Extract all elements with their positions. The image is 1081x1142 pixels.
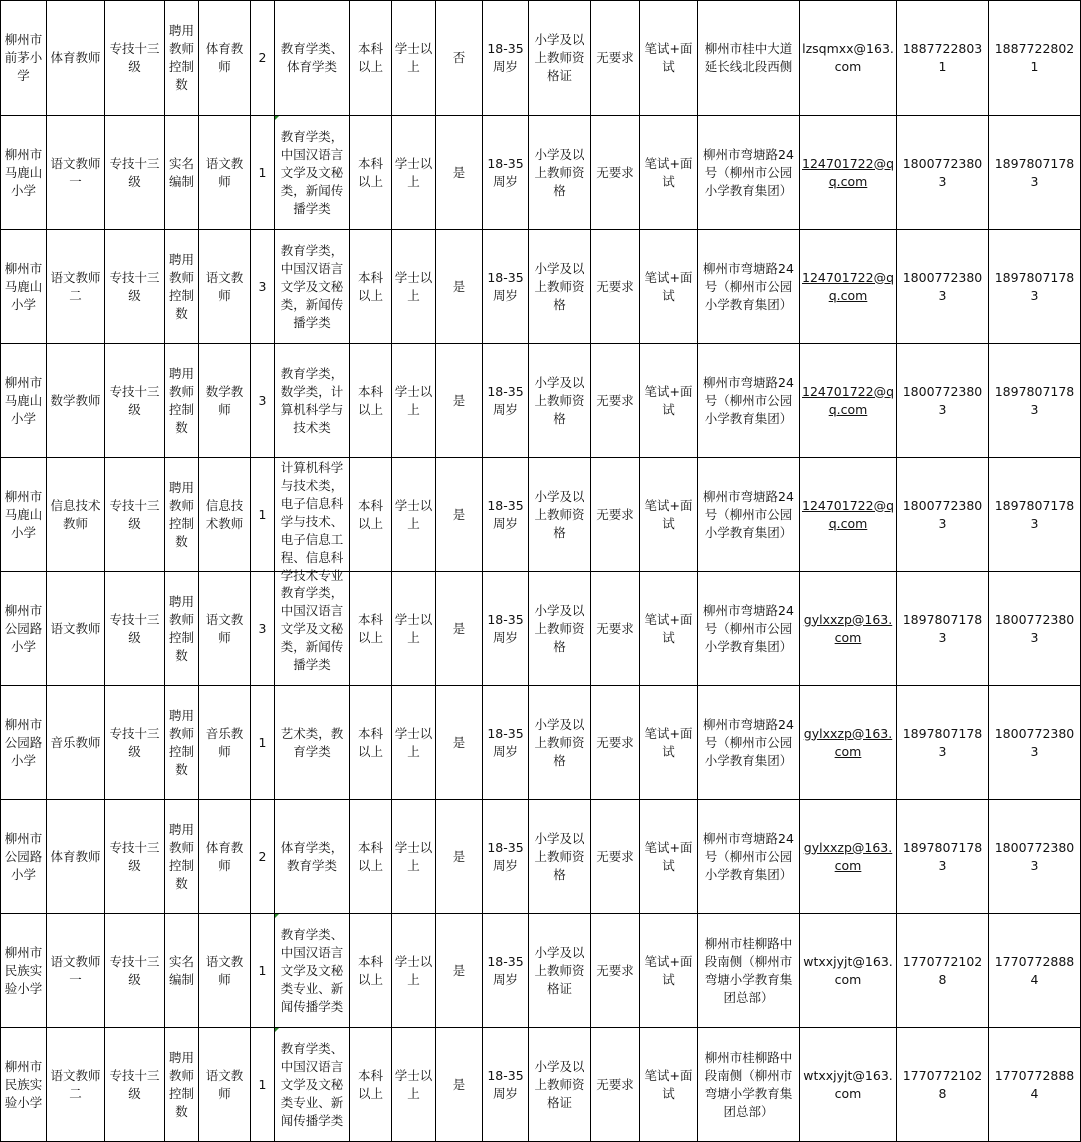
- school-cell: 柳州市马鹿山小学: [1, 458, 47, 572]
- phone-cell: 17707721028: [897, 1028, 989, 1142]
- count-cell: 1: [251, 1028, 275, 1142]
- exam-cell: 笔试+面试: [640, 1, 698, 116]
- count-cell: 1: [251, 458, 275, 572]
- level-cell: 专技十三级: [105, 458, 165, 572]
- phone-cell: 18007723803: [989, 686, 1081, 800]
- certificate-cell: 小学及以上教师资格: [529, 572, 591, 686]
- certificate-cell: 小学及以上教师资格: [529, 686, 591, 800]
- experience-cell: 无要求: [591, 800, 640, 914]
- age-cell: 18-35周岁: [483, 572, 529, 686]
- major-cell: 教育学类，中国汉语言文学及文秘类，新闻传播学类: [275, 572, 350, 686]
- phone-cell: 17707728884: [989, 1028, 1081, 1142]
- flag-cell: 是: [436, 1028, 483, 1142]
- exam-cell: 笔试+面试: [640, 572, 698, 686]
- phone-cell: 18007723803: [897, 458, 989, 572]
- degree-cell: 学士以上: [392, 1028, 436, 1142]
- phone-cell: 18007723803: [897, 344, 989, 458]
- address-cell: 柳州市弯塘路24号（柳州市公园小学教育集团）: [698, 686, 800, 800]
- phone-cell: 18007723803: [897, 116, 989, 230]
- education-cell: 本科以上: [350, 1, 392, 116]
- certificate-cell: 小学及以上教师资格证: [529, 1, 591, 116]
- email-cell[interactable]: [800, 800, 897, 914]
- major-cell: 教育学类，中国汉语言文学及文秘类，新闻传播学类: [275, 116, 350, 230]
- position-cell: 语文教师一: [47, 116, 105, 230]
- email-cell[interactable]: [800, 116, 897, 230]
- education-cell: 本科以上: [350, 458, 392, 572]
- email-link[interactable]: 124701722@qq.com: [802, 155, 895, 189]
- degree-cell: 学士以上: [392, 344, 436, 458]
- address-cell: 柳州市弯塘路24号（柳州市公园小学教育集团）: [698, 800, 800, 914]
- position-cell: 语文教师二: [47, 1028, 105, 1142]
- flag-cell: 是: [436, 572, 483, 686]
- email-link[interactable]: gylxxzp@163.com: [803, 839, 893, 873]
- school-cell: 柳州市前茅小学: [1, 1, 47, 116]
- email-link[interactable]: gylxxzp@163.com: [803, 611, 893, 645]
- school-cell: 柳州市马鹿山小学: [1, 116, 47, 230]
- school-cell: 柳州市公园路小学: [1, 572, 47, 686]
- education-cell: 本科以上: [350, 344, 392, 458]
- exam-cell: 笔试+面试: [640, 116, 698, 230]
- count-cell: 2: [251, 1, 275, 116]
- major-cell: 教育学类，中国汉语言文学及文秘类，新闻传播学类: [275, 230, 350, 344]
- staffing-cell: 聘用教师控制数: [165, 230, 199, 344]
- age-cell: 18-35周岁: [483, 914, 529, 1028]
- position-cell: 信息技术教师: [47, 458, 105, 572]
- flag-cell: 是: [436, 230, 483, 344]
- school-cell: 柳州市民族实验小学: [1, 914, 47, 1028]
- experience-cell: 无要求: [591, 572, 640, 686]
- exam-cell: 笔试+面试: [640, 1028, 698, 1142]
- experience-cell: 无要求: [591, 914, 640, 1028]
- count-cell: 1: [251, 914, 275, 1028]
- exam-cell: 笔试+面试: [640, 230, 698, 344]
- phone-cell: 18877228031: [897, 1, 989, 116]
- level-cell: 专技十三级: [105, 1, 165, 116]
- staffing-cell: 实名编制: [165, 116, 199, 230]
- email-cell[interactable]: [800, 686, 897, 800]
- age-cell: 18-35周岁: [483, 1028, 529, 1142]
- post-cell: 语文教师: [199, 914, 251, 1028]
- level-cell: 专技十三级: [105, 800, 165, 914]
- table-row: [1, 914, 1081, 1028]
- phone-cell: 18978071783: [897, 686, 989, 800]
- email-link[interactable]: gylxxzp@163.com: [803, 725, 893, 759]
- phone-cell: 18978071783: [897, 800, 989, 914]
- address-cell: 柳州市弯塘路24号（柳州市公园小学教育集团）: [698, 458, 800, 572]
- table-row: [1, 1, 1081, 116]
- email-cell[interactable]: [800, 230, 897, 344]
- level-cell: 专技十三级: [105, 344, 165, 458]
- email-cell[interactable]: [800, 344, 897, 458]
- flag-cell: 是: [436, 800, 483, 914]
- certificate-cell: 小学及以上教师资格证: [529, 914, 591, 1028]
- email-link[interactable]: 124701722@qq.com: [802, 383, 895, 417]
- count-cell: 3: [251, 572, 275, 686]
- email-link[interactable]: 124701722@qq.com: [802, 497, 895, 531]
- staffing-cell: 聘用教师控制数: [165, 572, 199, 686]
- staffing-cell: 聘用教师控制数: [165, 1028, 199, 1142]
- post-cell: 数学教师: [199, 344, 251, 458]
- major-cell: 教育学类、体育学类: [275, 1, 350, 116]
- school-cell: 柳州市马鹿山小学: [1, 230, 47, 344]
- post-cell: 语文教师: [199, 1028, 251, 1142]
- email-link[interactable]: wtxxjyjt@163.com: [803, 1067, 893, 1101]
- count-cell: 3: [251, 344, 275, 458]
- level-cell: 专技十三级: [105, 914, 165, 1028]
- education-cell: 本科以上: [350, 914, 392, 1028]
- degree-cell: 学士以上: [392, 572, 436, 686]
- count-cell: 3: [251, 230, 275, 344]
- table-row: [1, 686, 1081, 800]
- staffing-cell: 聘用教师控制数: [165, 344, 199, 458]
- age-cell: 18-35周岁: [483, 1, 529, 116]
- table-row: [1, 572, 1081, 686]
- post-cell: 信息技术教师: [199, 458, 251, 572]
- address-cell: 柳州市弯塘路24号（柳州市公园小学教育集团）: [698, 344, 800, 458]
- experience-cell: 无要求: [591, 458, 640, 572]
- phone-cell: 17707721028: [897, 914, 989, 1028]
- age-cell: 18-35周岁: [483, 230, 529, 344]
- certificate-cell: 小学及以上教师资格证: [529, 1028, 591, 1142]
- phone-cell: 17707728884: [989, 914, 1081, 1028]
- email-cell[interactable]: [800, 1, 897, 116]
- table-row: [1, 458, 1081, 572]
- staffing-cell: 聘用教师控制数: [165, 458, 199, 572]
- staffing-cell: 聘用教师控制数: [165, 800, 199, 914]
- flag-cell: 是: [436, 914, 483, 1028]
- school-cell: 柳州市公园路小学: [1, 686, 47, 800]
- position-cell: 音乐教师: [47, 686, 105, 800]
- major-cell: 体育学类，教育学类: [275, 800, 350, 914]
- exam-cell: 笔试+面试: [640, 458, 698, 572]
- email-link[interactable]: 124701722@qq.com: [802, 269, 895, 303]
- phone-cell: 18978071783: [897, 572, 989, 686]
- level-cell: 专技十三级: [105, 1028, 165, 1142]
- major-cell: 教育学类、中国汉语言文学及文秘类专业、新闻传播学类: [275, 914, 350, 1028]
- degree-cell: 学士以上: [392, 800, 436, 914]
- position-cell: 体育教师: [47, 800, 105, 914]
- email-link[interactable]: lzsqmxx@163.com: [802, 41, 894, 74]
- degree-cell: 学士以上: [392, 230, 436, 344]
- certificate-cell: 小学及以上教师资格: [529, 116, 591, 230]
- position-cell: 数学教师: [47, 344, 105, 458]
- degree-cell: 学士以上: [392, 914, 436, 1028]
- email-link[interactable]: wtxxjyjt@163.com: [803, 953, 893, 987]
- table-row: [1, 344, 1081, 458]
- count-cell: 2: [251, 800, 275, 914]
- experience-cell: 无要求: [591, 230, 640, 344]
- email-cell[interactable]: [800, 458, 897, 572]
- education-cell: 本科以上: [350, 1028, 392, 1142]
- degree-cell: 学士以上: [392, 686, 436, 800]
- education-cell: 本科以上: [350, 572, 392, 686]
- staffing-cell: 实名编制: [165, 914, 199, 1028]
- certificate-cell: 小学及以上教师资格: [529, 458, 591, 572]
- exam-cell: 笔试+面试: [640, 686, 698, 800]
- flag-cell: 否: [436, 1, 483, 116]
- experience-cell: 无要求: [591, 1028, 640, 1142]
- major-cell: 计算机科学与技术类，电子信息科学与技术、电子信息工程、信息科学技术专业: [275, 458, 350, 572]
- address-cell: 柳州市桂柳路中段南侧（柳州市弯塘小学教育集团总部）: [698, 914, 800, 1028]
- level-cell: 专技十三级: [105, 230, 165, 344]
- count-cell: 1: [251, 686, 275, 800]
- address-cell: 柳州市弯塘路24号（柳州市公园小学教育集团）: [698, 572, 800, 686]
- school-cell: 柳州市公园路小学: [1, 800, 47, 914]
- education-cell: 本科以上: [350, 116, 392, 230]
- flag-cell: 是: [436, 344, 483, 458]
- phone-cell: 18007723803: [989, 800, 1081, 914]
- level-cell: 专技十三级: [105, 116, 165, 230]
- phone-cell: 18978071783: [989, 116, 1081, 230]
- experience-cell: 无要求: [591, 116, 640, 230]
- age-cell: 18-35周岁: [483, 458, 529, 572]
- phone-cell: 18978071783: [989, 230, 1081, 344]
- post-cell: 语文教师: [199, 230, 251, 344]
- major-cell: 教育学类、中国汉语言文学及文秘类专业、新闻传播学类: [275, 1028, 350, 1142]
- table-row: [1, 230, 1081, 344]
- exam-cell: 笔试+面试: [640, 344, 698, 458]
- post-cell: 音乐教师: [199, 686, 251, 800]
- education-cell: 本科以上: [350, 686, 392, 800]
- school-cell: 柳州市马鹿山小学: [1, 344, 47, 458]
- flag-cell: 是: [436, 116, 483, 230]
- major-cell: 教育学类，数学类，计算机科学与技术类: [275, 344, 350, 458]
- exam-cell: 笔试+面试: [640, 800, 698, 914]
- post-cell: 体育教师: [199, 800, 251, 914]
- table-row: [1, 1028, 1081, 1142]
- email-cell[interactable]: [800, 914, 897, 1028]
- level-cell: 专技十三级: [105, 572, 165, 686]
- experience-cell: 无要求: [591, 686, 640, 800]
- flag-cell: 是: [436, 686, 483, 800]
- address-cell: 柳州市弯塘路24号（柳州市公园小学教育集团）: [698, 116, 800, 230]
- phone-cell: 18007723803: [897, 230, 989, 344]
- phone-cell: 18877228021: [989, 1, 1081, 116]
- age-cell: 18-35周岁: [483, 344, 529, 458]
- post-cell: 体育教师: [199, 1, 251, 116]
- level-cell: 专技十三级: [105, 686, 165, 800]
- education-cell: 本科以上: [350, 230, 392, 344]
- phone-cell: 18007723803: [989, 572, 1081, 686]
- degree-cell: 学士以上: [392, 458, 436, 572]
- phone-cell: 18978071783: [989, 458, 1081, 572]
- table-row: [1, 800, 1081, 914]
- address-cell: 柳州市弯塘路24号（柳州市公园小学教育集团）: [698, 230, 800, 344]
- certificate-cell: 小学及以上教师资格: [529, 800, 591, 914]
- school-cell: 柳州市民族实验小学: [1, 1028, 47, 1142]
- age-cell: 18-35周岁: [483, 800, 529, 914]
- position-cell: 语文教师: [47, 572, 105, 686]
- count-cell: 1: [251, 116, 275, 230]
- degree-cell: 学士以上: [392, 116, 436, 230]
- position-cell: 语文教师二: [47, 230, 105, 344]
- post-cell: 语文教师: [199, 572, 251, 686]
- experience-cell: 无要求: [591, 1, 640, 116]
- major-cell: 艺术类，教育学类: [275, 686, 350, 800]
- address-cell: 柳州市桂中大道延长线北段西侧: [698, 1, 800, 116]
- exam-cell: 笔试+面试: [640, 914, 698, 1028]
- table-row: [1, 116, 1081, 230]
- certificate-cell: 小学及以上教师资格: [529, 230, 591, 344]
- email-cell[interactable]: [800, 572, 897, 686]
- flag-cell: 是: [436, 458, 483, 572]
- experience-cell: 无要求: [591, 344, 640, 458]
- position-cell: 体育教师: [47, 1, 105, 116]
- age-cell: 18-35周岁: [483, 116, 529, 230]
- phone-cell: 18978071783: [989, 344, 1081, 458]
- table-body: [1, 1, 1081, 1142]
- education-cell: 本科以上: [350, 800, 392, 914]
- address-cell: 柳州市桂柳路中段南侧（柳州市弯塘小学教育集团总部）: [698, 1028, 800, 1142]
- post-cell: 语文教师: [199, 116, 251, 230]
- email-cell[interactable]: [800, 1028, 897, 1142]
- age-cell: 18-35周岁: [483, 686, 529, 800]
- position-cell: 语文教师一: [47, 914, 105, 1028]
- degree-cell: 学士以上: [392, 1, 436, 116]
- staffing-cell: 聘用教师控制数: [165, 686, 199, 800]
- staffing-cell: 聘用教师控制数: [165, 1, 199, 116]
- certificate-cell: 小学及以上教师资格: [529, 344, 591, 458]
